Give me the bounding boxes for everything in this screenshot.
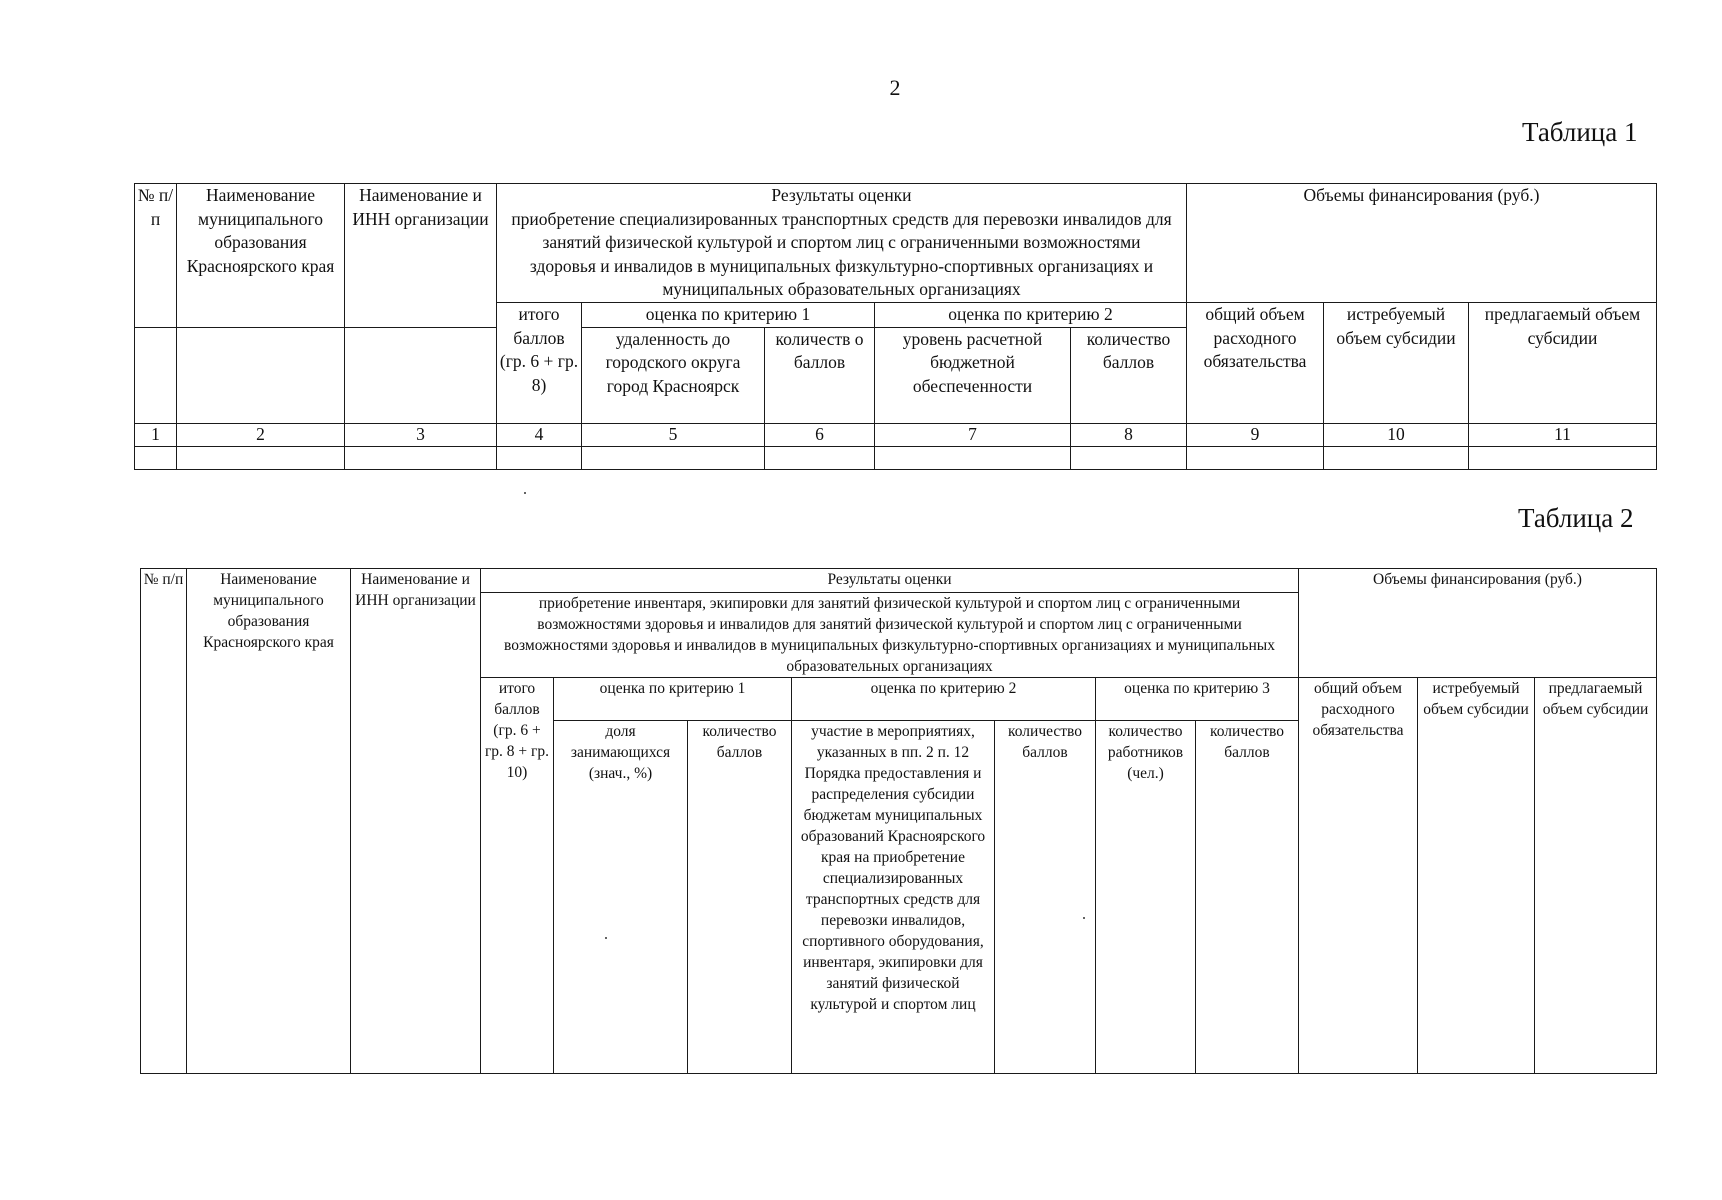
t1-cell[interactable] <box>1187 446 1324 469</box>
t1-header-total-obligation: общий объем расходного обязательства <box>1187 303 1324 424</box>
t1-header-crit2-points: количество баллов <box>1071 327 1187 423</box>
scan-speck <box>605 937 607 939</box>
t2-header-workers: количество работников (чел.) <box>1096 720 1196 1073</box>
t1-column-number: 1 <box>135 423 177 446</box>
t2-header-results: Результаты оценки <box>481 569 1299 593</box>
t1-header-requested-subsidy: истребуемый объем субсидии <box>1324 303 1469 424</box>
t2-header-total-formula: (гр. 6 + гр. 8 + гр. 10) <box>481 720 554 1073</box>
t1-header-criterion-1: оценка по критерию 1 <box>582 303 875 328</box>
t1-column-number: 7 <box>875 423 1071 446</box>
t1-cell[interactable] <box>1324 446 1469 469</box>
table-2 <box>140 568 1657 1074</box>
t1-header-crit1-points: количеств о баллов <box>765 327 875 423</box>
table-1 <box>134 183 1657 470</box>
t1-header-organization: Наименование и ИНН организации <box>345 184 497 328</box>
t2-header-criterion-2: оценка по критерию 2 <box>792 678 1096 721</box>
page-number: 2 <box>889 75 901 100</box>
t2-header-crit1-points: количество баллов <box>688 720 792 1073</box>
t2-header-results-subject: приобретение инвентаря, экипировки для занятий физической культурой и спортом лиц с ограниченными возможностями здоровья и инвалидов для занятий физической культурой и спортом лиц с ограниченными возможностями здоровья и инвалидов в муниципальных физкультурно-спортивных организациях и муниципальных образовательных организациях <box>481 593 1299 678</box>
t2-header-financing: Объемы финансирования (руб.) <box>1299 569 1657 678</box>
table-2-caption: Таблица 2 <box>1518 503 1634 533</box>
scan-speck <box>524 492 526 494</box>
t1-column-number: 9 <box>1187 423 1324 446</box>
t1-header-results-title: Результаты оценки <box>771 185 912 205</box>
t1-header-municipality-cont <box>177 327 345 423</box>
scan-speck <box>1083 917 1085 919</box>
t1-column-number: 6 <box>765 423 875 446</box>
t2-header-number: № п/п <box>141 569 187 1074</box>
t1-column-number: 4 <box>497 423 582 446</box>
t1-column-number-row <box>135 423 1657 446</box>
t2-header-criterion-1: оценка по критерию 1 <box>554 678 792 721</box>
t1-empty-data-row <box>135 446 1657 469</box>
t2-header-organization: Наименование и ИНН организации <box>351 569 481 1074</box>
t1-cell[interactable] <box>497 446 582 469</box>
t1-header-municipality: Наименование муниципального образования Красноярского края <box>177 184 345 328</box>
t1-column-number: 10 <box>1324 423 1469 446</box>
t1-cell[interactable] <box>345 446 497 469</box>
t1-cell[interactable] <box>135 446 177 469</box>
t2-header-municipality: Наименование муниципального образования Красноярского края <box>187 569 351 1074</box>
t1-header-budget-level: уровень расчетной бюджетной обеспеченности <box>875 327 1071 423</box>
t2-header-requested-subsidy: истребуемый объем субсидии <box>1418 678 1535 1074</box>
t1-header-results <box>497 184 1187 303</box>
t2-header-crit2-points: количество баллов <box>995 720 1096 1073</box>
table-1-caption: Таблица 1 <box>1522 117 1638 147</box>
t1-header-distance: удаленность до городского округа город Красноярск <box>582 327 765 423</box>
t1-cell[interactable] <box>1469 446 1657 469</box>
t1-column-number: 11 <box>1469 423 1657 446</box>
t2-header-total-points: итого баллов <box>481 678 554 721</box>
t2-header-criterion-3: оценка по критерию 3 <box>1096 678 1299 721</box>
t1-header-results-subject: приобретение специализированных транспортных средств для перевозки инвалидов для занятий физической культурой и спортом лиц с ограниченными возможностями здоровья и инвалидов в муниципальных физкультурно-спортивных организациях и муниципальных образовательных организациях <box>511 208 1172 299</box>
t2-header-share: доля занимающихся (знач., %) <box>554 720 688 1073</box>
t1-cell[interactable] <box>582 446 765 469</box>
t1-header-proposed-subsidy: предлагаемый объем субсидии <box>1469 303 1657 424</box>
t1-header-financing: Объемы финансирования (руб.) <box>1187 184 1657 303</box>
t1-header-criterion-2: оценка по критерию 2 <box>875 303 1187 328</box>
t1-column-number: 2 <box>177 423 345 446</box>
t2-header-total-obligation: общий объем расходного обязательства <box>1299 678 1418 1074</box>
t1-cell[interactable] <box>875 446 1071 469</box>
t1-cell[interactable] <box>177 446 345 469</box>
t1-column-number: 8 <box>1071 423 1187 446</box>
t2-header-participation: участие в мероприятиях, указанных в пп. 2 п. 12 Порядка предоставления и распределения субсидии бюджетам муниципальных образований Красноярского края на приобретение специализированных транспортных средств для перевозки инвалидов, спортивного оборудования, инвентаря, экипировки для занятий физической культурой и спортом лиц <box>792 720 995 1073</box>
t1-column-number: 5 <box>582 423 765 446</box>
t1-cell[interactable] <box>765 446 875 469</box>
t2-header-proposed-subsidy: предлагаемый объем субсидии <box>1535 678 1657 1074</box>
t1-header-number-cont <box>135 327 177 423</box>
t1-header-total-points: итого баллов (гр. 6 + гр. 8) <box>497 303 582 424</box>
t1-cell[interactable] <box>1071 446 1187 469</box>
t1-header-number: № п/ п <box>135 184 177 328</box>
t1-header-organization-cont <box>345 327 497 423</box>
t2-header-crit3-points: количество баллов <box>1196 720 1299 1073</box>
t1-column-number: 3 <box>345 423 497 446</box>
